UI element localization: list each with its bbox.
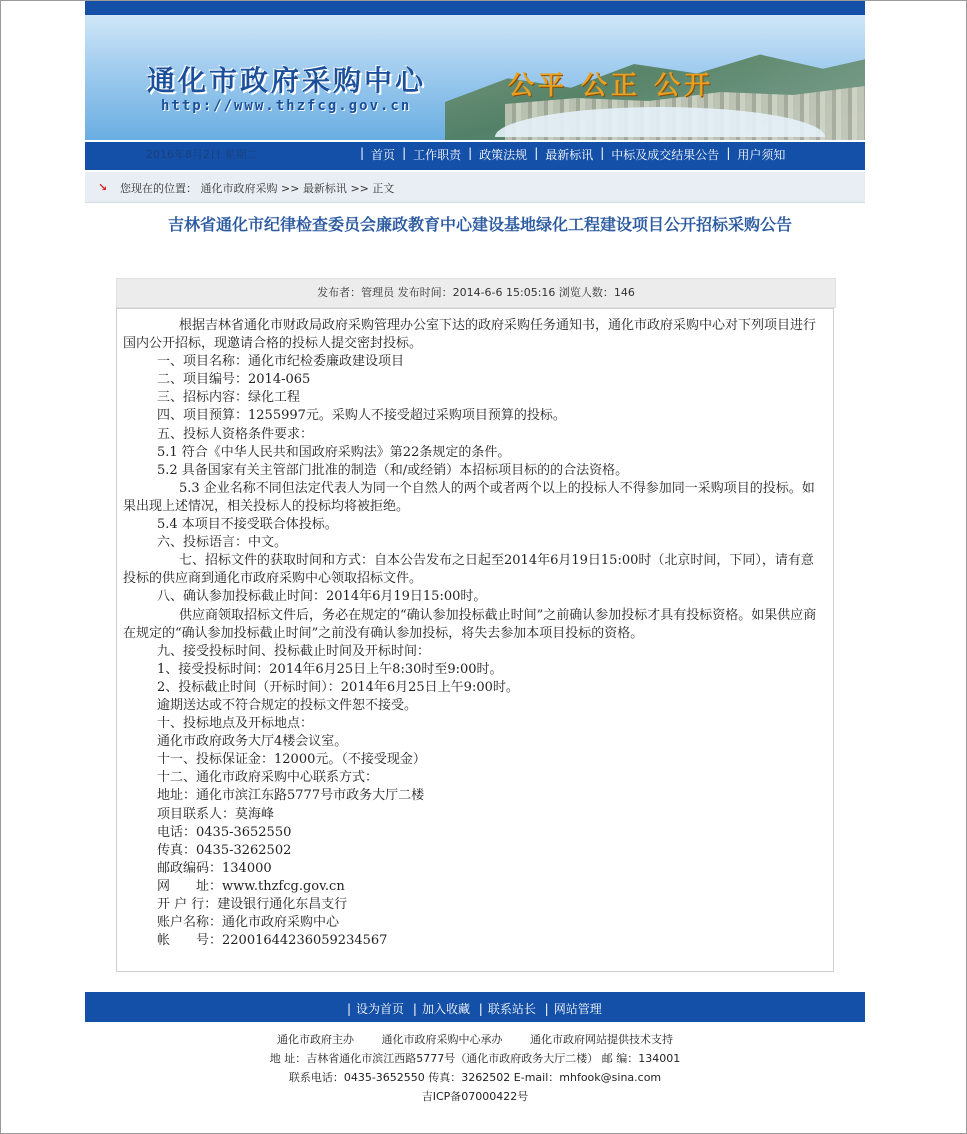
breadcrumb-separator: >> [350,182,369,195]
article-paragraph: 地址：通化市滨江东路5777号市政务大厅二楼 [157,788,425,804]
add-favorite-link[interactable]: 加入收藏 [421,1002,470,1016]
article-paragraph: 根据吉林省通化市财政局政府采购管理办公室下达的政府采购任务通知书，通化市政府采购中心对下列项目进行国内公开招标，现邀请合格的投标人提交密封投标。 [123,318,817,352]
breadcrumb-separator: >> [281,182,300,195]
footer-address: 地 址：吉林省通化市滨江西路5777号（通化市政府政务大厅二楼） 邮 编：134001 [269,1052,681,1065]
article-paragraph: 供应商领取招标文件后，务必在规定的“确认参加投标截止时间”之前确认参加投标才具有投标资格。如果供应商在规定的“确认参加投标截止时间”之前没有确认参加投标，将失去参加本项目投标的资格。 [123,607,817,641]
site-url: http://www.thzfcg.gov.cn [161,98,412,114]
footer-credit: 通化市政府网站提供技术支持 [530,1033,673,1046]
breadcrumb-arrow-icon: ↘ [98,181,108,194]
article-body [116,308,834,972]
footer-links: | 设为首页 | 加入收藏 | 联系站长 | 网站管理 [347,1000,607,1017]
footer-icp: 吉ICP备07000422号 [421,1090,529,1103]
article-paragraph: 八、确认参加投标截止时间：2014年6月19日15:00时。 [157,589,487,605]
breadcrumb [120,180,394,196]
article-paragraph: 二、项目编号：2014-065 [157,372,311,388]
site-footer [85,1030,865,1106]
article-paragraph: 帐 号：22001644236059234567 [157,933,388,949]
article-paragraph: 电话：0435-3652550 [157,824,292,840]
nav-policies[interactable]: 政策法规 [479,148,528,162]
article-paragraph: 传真：0435-3262502 [157,842,292,858]
article-paragraph: 六、投标语言：中文。 [157,535,288,551]
breadcrumb-prefix: 您现在的位置： [120,182,197,195]
breadcrumb-item-current: 正文 [372,182,395,195]
article-paragraph: 网 址：www.thzfcg.gov.cn [157,878,345,894]
article-paragraph: 十一、投标保证金：12000元。（不接受现金） [157,752,426,768]
article-paragraph: 项目联系人：莫海峰 [157,806,275,822]
article-paragraph: 三、招标内容：绿化工程 [157,390,301,406]
footer-contact: 联系电话：0435-3652550 传真：3262502 E-mail：mhfook@sina.com [288,1071,662,1084]
breadcrumb-item-latest[interactable]: 最新标讯 [302,182,347,195]
footer-credit: 通化市政府采购中心承办 [381,1033,503,1046]
breadcrumb-item-home[interactable]: 通化市政府采购 [200,182,278,195]
site-admin-link[interactable]: 网站管理 [553,1002,602,1016]
article-paragraph: 十二、通化市政府采购中心联系方式： [157,770,379,786]
slogan: 公平 公正 公开 [508,71,715,101]
article-paragraph: 五、投标人资格条件要求： [157,426,314,442]
article-paragraph: 1、接受投标时间：2014年6月25日上午8:30时至9:00时。 [157,661,503,677]
nav-duties[interactable]: 工作职责 [413,148,462,162]
article-paragraph: 5.3 企业名称不同但法定代表人为同一个自然人的两个或者两个以上的投标人不得参加同一采购项目的投标。如果出现上述情况，相关投标人的投标均将被拒绝。 [123,480,815,514]
article-paragraph: 开 户 行：建设银行通化东昌支行 [157,897,348,912]
nav-latest-tenders[interactable]: 最新标讯 [545,148,594,162]
contact-admin-link[interactable]: 联系站长 [487,1002,536,1016]
footer-link-bar [85,992,865,1022]
site-title: 通化市政府采购中心 [147,64,427,97]
article-title: 吉林省通化市纪律检查委员会廉政教育中心建设基地绿化工程建设项目公开招标采购公告 [167,215,792,234]
set-homepage-link[interactable]: 设为首页 [356,1002,405,1016]
article-paragraph: 通化市政府政务大厅4楼会议室。 [157,734,348,750]
footer-credit: 通化市政府主办 [277,1033,354,1046]
article-paragraph: 5.2 具备国家有关主管部门批准的制造（和/或经销）本招标项目标的的合法资格。 [157,462,629,478]
article-text [123,317,823,950]
nav-home[interactable]: 首页 [371,148,396,162]
article-paragraph: 5.4 本项目不接受联合体投标。 [157,517,338,533]
article-paragraph: 四、项目预算：1255997元。采购人不接受超过采购项目预算的投标。 [157,408,566,424]
article-paragraph: 一、项目名称：通化市纪检委廉政建设项目 [157,354,405,370]
article-paragraph: 九、接受投标时间、投标截止时间及开标时间： [157,643,431,659]
article-paragraph: 2、投标截止时间（开标时间）：2014年6月25日上午9:00时。 [157,679,519,695]
nav-award-results[interactable]: 中标及成交结果公告 [611,148,720,162]
header-banner [85,15,865,140]
article-paragraph: 逾期送达或不符合规定的投标文件恕不接受。 [157,697,418,713]
article-paragraph: 十、投标地点及开标地点： [157,716,314,732]
article-meta: 发布者：管理员 发布时间：2014-6-6 15:05:16 浏览人数：146 [116,278,836,308]
article-paragraph: 邮政编码：134000 [157,860,272,876]
article-paragraph: 七、招标文件的获取时间和方式：自本公告发布之日起至2014年6月19日15:00时（北京时间，下同），请有意投标的供应商到通化市政府采购中心领取招标文件。 [123,553,814,587]
footer-credits [85,1030,865,1049]
article-paragraph: 5.1 符合《中华人民共和国政府采购法》第22条规定的条件。 [157,444,511,460]
current-date: 2016年8月2日 星期二 [146,148,258,161]
main-nav: | 首页 | 工作职责 | 政策法规 | 最新标讯 | 中标及成交结果公告 | 用户须知 [360,146,792,163]
nav-user-guide[interactable]: 用户须知 [737,148,786,162]
top-strip [85,1,865,15]
article-paragraph: 账户名称：通化市政府采购中心 [157,915,340,931]
breadcrumb-bar [85,172,865,203]
